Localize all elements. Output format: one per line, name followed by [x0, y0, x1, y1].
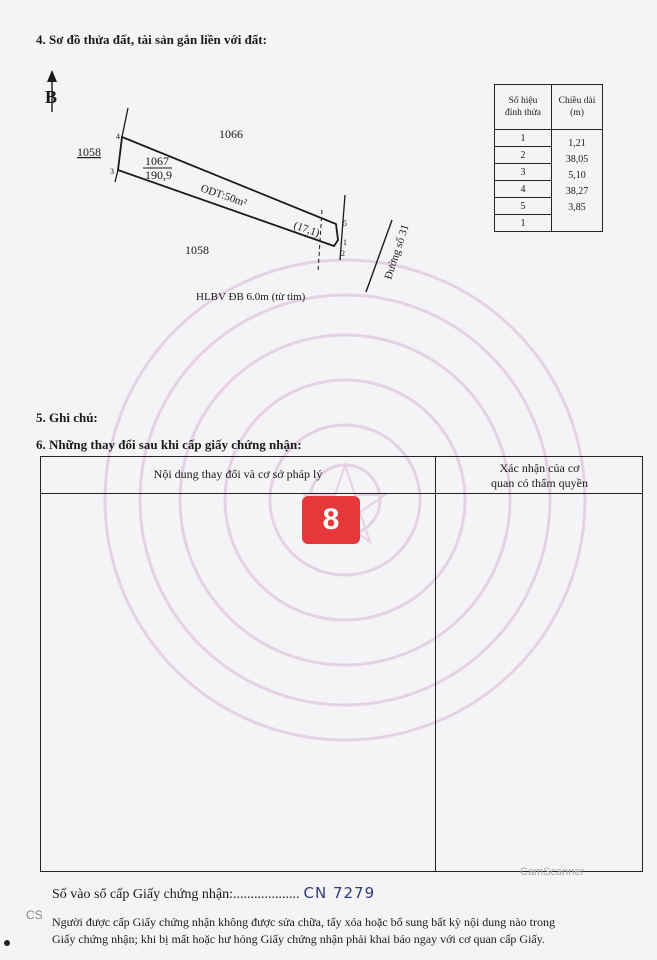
section5-title: 5. Ghi chú:	[36, 410, 98, 425]
footnote-line1: Người được cấp Giấy chứng nhận không được sửa chữa, tẩy xóa hoặc bổ sung bất kỳ nội dung nào trong	[52, 915, 555, 929]
vertex-3: 3	[110, 167, 114, 176]
road-line	[366, 220, 392, 292]
vertex-1: 1	[343, 238, 347, 247]
label-1058-bottom: 1058	[185, 243, 209, 257]
label-1066: 1066	[219, 127, 243, 141]
vertex-table-header-id: Số hiệu đỉnh thửa	[495, 85, 552, 130]
vertex-2: 2	[341, 249, 345, 258]
section4-title: 4. Sơ đồ thửa đất, tài sản gắn liền với đất:	[36, 32, 267, 47]
north-label: B	[45, 87, 58, 107]
bullet-dot	[4, 940, 10, 946]
vertex-4: 4	[116, 132, 120, 141]
page-number-badge: 8	[302, 496, 360, 544]
vertex-id: 3	[495, 164, 552, 181]
label-1058-left: 1058	[77, 145, 101, 159]
label-road: Đường số 31	[382, 222, 412, 281]
registry-value: CN 7279	[303, 884, 376, 902]
vertex-table-header-length: Chiều dài (m)	[552, 85, 603, 130]
label-parcel-no: 1067	[145, 154, 169, 168]
vertex-id: 1	[495, 130, 552, 147]
changes-header-authority: Xác nhận của cơ quan có thẩm quyền	[491, 461, 588, 490]
label-area: 190,9	[145, 168, 172, 182]
section6-title: 6. Những thay đổi sau khi cấp giấy chứng nhận:	[36, 437, 302, 452]
parcel-sketch	[0, 60, 480, 320]
vertex-id: 2	[495, 147, 552, 164]
changes-header-content: Nội dung thay đổi và cơ sở pháp lý	[153, 467, 323, 481]
footnote	[52, 914, 642, 948]
registry-number	[52, 884, 375, 903]
vertex-id: 4	[495, 181, 552, 198]
vertex-id: 1	[495, 215, 552, 232]
vertex-table	[494, 84, 603, 232]
label-length: (17,1)	[292, 219, 322, 240]
vertex-id: 5	[495, 198, 552, 215]
cs-scanner-mark: CS	[26, 908, 43, 922]
footnote-line2: Giấy chứng nhận; khi bị mất hoặc hư hỏng Giấy chứng nhận phải khai báo ngay với cơ quan cấp Giấy.	[52, 932, 545, 946]
registry-label: Số vào sổ cấp Giấy chứng nhận:...................	[52, 887, 300, 902]
changes-col-content	[41, 457, 436, 871]
vertex-lengths: 1,21 38,05 5,10 38,27 3,85	[552, 130, 603, 232]
label-odt: ODT:50m²	[199, 182, 249, 210]
camscanner-watermark: CamScanner	[520, 866, 585, 878]
label-corridor: HLBV ĐB 6.0m (từ tim)	[196, 291, 306, 303]
vertex-5: 5	[343, 219, 347, 228]
